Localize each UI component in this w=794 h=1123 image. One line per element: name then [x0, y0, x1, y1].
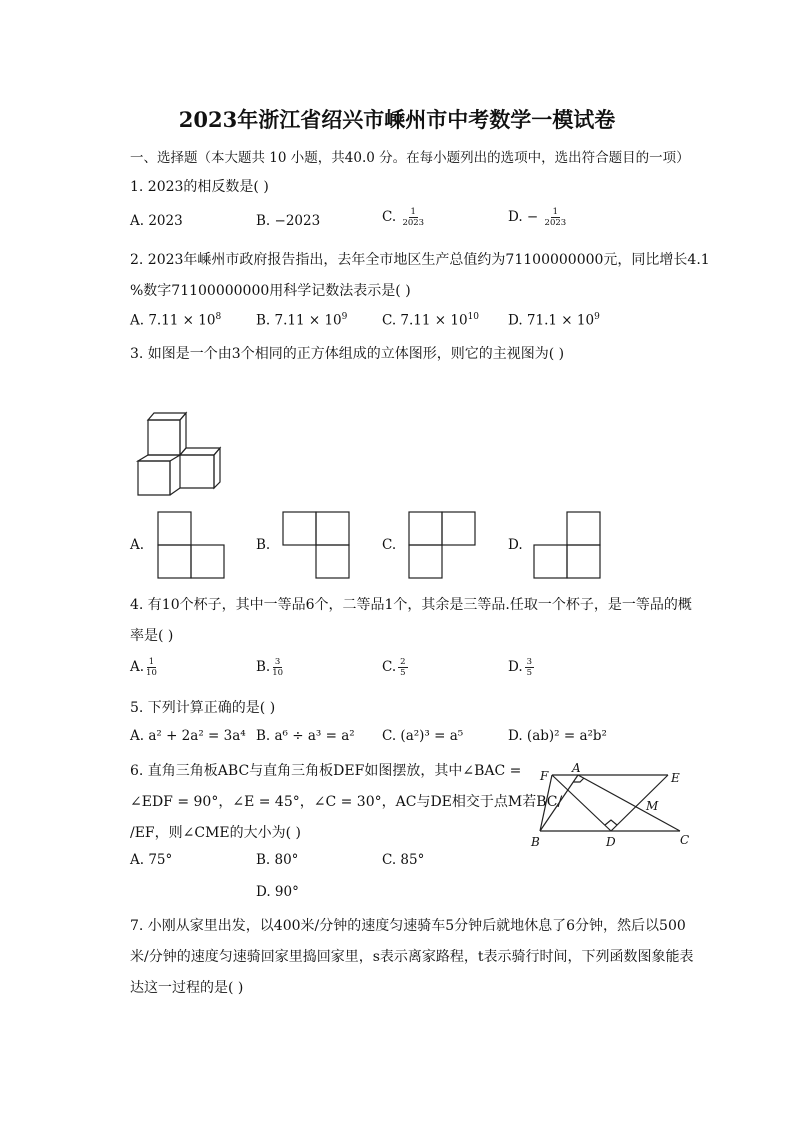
q3-option-d-figure	[533, 511, 603, 581]
q3-option-c-label: C.	[382, 537, 397, 553]
q2-option-a: A. $7.11 \times 10^8$	[130, 312, 222, 329]
q4-option-d: D. $\frac{3}{5}$	[508, 657, 533, 678]
q2-stem-line2: %数字71100000000用科学记数法表示是( )	[130, 283, 411, 299]
q6-stem-line3: /EF，则∠CME的大小为( )	[130, 825, 302, 841]
q1-option-d	[508, 207, 566, 228]
q4-stem-line2: 率是( )	[130, 628, 174, 644]
q4-option-c: C. $\frac{2}{5}$	[382, 657, 406, 678]
q6-option-a: A. 75°	[130, 852, 173, 868]
q2-option-d: D. $71.1 \times 10^9$	[508, 312, 600, 329]
q3-option-a-figure	[157, 511, 227, 581]
q4-option-b: B. $\frac{3}{10}$	[256, 657, 284, 678]
label-c: C	[680, 833, 690, 847]
q7-stem-line3: 达这一过程的是( )	[130, 980, 244, 996]
label-e: E	[671, 771, 680, 785]
label-m: M	[646, 799, 659, 813]
label-a: A	[572, 761, 581, 775]
fraction: $\frac{1}{2023}$	[544, 207, 567, 228]
option-label: D. −	[508, 209, 539, 225]
q5-option-b: B. a⁶ ÷ a³ = a²	[256, 728, 355, 744]
q1-stem: 1. 2023的相反数是( )	[130, 179, 269, 195]
q6-option-d: D. 90°	[256, 884, 299, 900]
q3-option-b-label: B.	[256, 537, 271, 553]
q4-option-a: A. $\frac{1}{10}$	[130, 657, 157, 678]
label-d: D	[606, 835, 616, 849]
q3-option-a-label: A.	[130, 537, 145, 553]
q2-option-c: C. $7.11 \times 10^{10}$	[382, 312, 480, 329]
q4-stem-line1: 4. 有10个杯子，其中一等品6个，二等品1个，其余是三等品.任取一个杯子，是一等品的概	[130, 597, 692, 613]
q5-stem: 5. 下列计算正确的是( )	[130, 700, 276, 716]
q1-option-b: B. −2023	[256, 213, 321, 229]
q5-option-a: A. a² + 2a² = 3a⁴	[130, 728, 246, 744]
q6-option-b: B. 80°	[256, 852, 299, 868]
q3-stem: 3. 如图是一个由3个相同的正方体组成的立体图形，则它的主视图为( )	[130, 346, 565, 362]
triangle-figure	[528, 760, 698, 852]
label-f: F	[540, 769, 549, 783]
section-heading: 一、选择题（本大题共 10 小题，共40.0 分。在每小题列出的选项中，选出符合题目的一项）	[130, 150, 690, 166]
q6-option-c: C. 85°	[382, 852, 425, 868]
option-label: C.	[382, 209, 397, 225]
fraction: $\frac{1}{2023}$	[402, 207, 425, 228]
q2-option-b: B. $7.11 \times 10^9$	[256, 312, 348, 329]
q1-option-c	[382, 207, 424, 228]
label-b: B	[531, 835, 540, 849]
q3-option-b-figure	[282, 511, 352, 581]
q6-stem-line1: 6. 直角三角板ABC与直角三角板DEF如图摆放，其中∠BAC =	[130, 763, 522, 779]
q7-stem-line1: 7. 小刚从家里出发，以400米/分钟的速度匀速骑车5分钟后就地休息了6分钟，然后以500	[130, 918, 686, 934]
q5-option-c: C. (a²)³ = a⁵	[382, 728, 464, 744]
q7-stem-line2: 米/分钟的速度匀速骑回家里捣回家里，s表示离家路程，t表示骑行时间，下列函数图象能表	[130, 949, 694, 965]
q1-option-a: A. 2023	[130, 213, 183, 229]
q6-stem-line2: ∠EDF = 90°，∠E = 45°，∠C = 30°，AC与DE相交于点M若BC/	[130, 794, 563, 810]
q3-option-c-figure	[408, 511, 478, 581]
q2-stem-line1: 2. 2023年嵊州市政府报告指出，去年全市地区生产总值约为71100000000元，同比增长4.1	[130, 252, 710, 268]
q3-option-d-label: D.	[508, 537, 523, 553]
cube-solid-figure	[130, 405, 230, 500]
q5-option-d: D. (ab)² = a²b²	[508, 728, 607, 744]
page-title: 2023年浙江省绍兴市嵊州市中考数学一模试卷	[178, 107, 616, 132]
